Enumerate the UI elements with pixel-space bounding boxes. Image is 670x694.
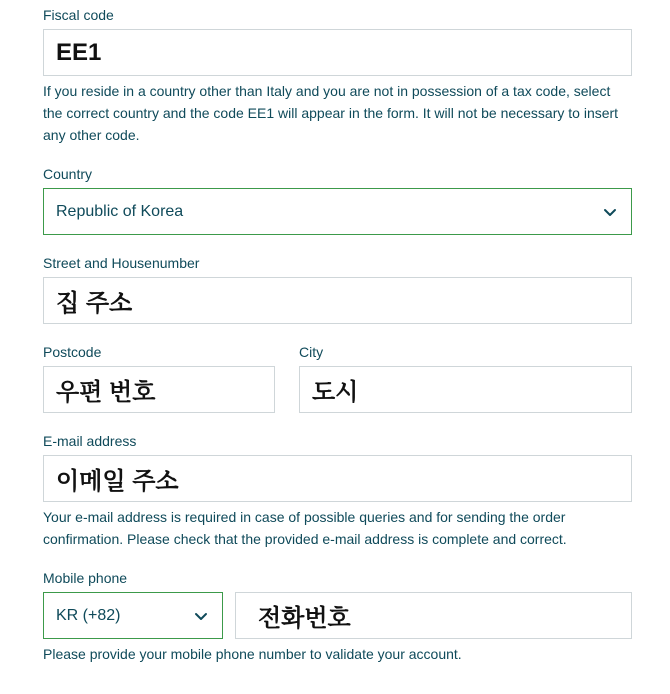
street-input[interactable] [43, 277, 632, 324]
email-input[interactable] [43, 455, 632, 502]
mobile-phone-value: 전화번호 [258, 605, 351, 632]
country-label: Country [43, 166, 93, 182]
postcode-input[interactable] [43, 366, 275, 413]
fiscal-code-help: If you reside in a country other than Italy and you are not in possession of a tax code, select the correct country and the code EE1 will appear in the form. It will not be necessary to insert any other code. [43, 83, 619, 143]
mobile-phone-input[interactable] [235, 592, 632, 639]
postcode-value: 우편 번호 [56, 379, 156, 406]
street-label: Street and Housenumber [43, 255, 200, 271]
mobile-label: Mobile phone [43, 570, 128, 586]
fiscal-code-value: EE1 [56, 38, 102, 66]
fiscal-code-label: Fiscal code [43, 7, 114, 23]
email-help: Your e-mail address is required in case of possible queries and for sending the order confirmation. Please check that the provided e-mail address is complete and correct. [43, 509, 567, 547]
city-value: 도시 [312, 379, 359, 406]
country-selected-value: Republic of Korea [56, 202, 184, 220]
mobile-country-code-value: KR (+82) [56, 606, 121, 624]
fiscal-code-input[interactable] [43, 29, 632, 76]
email-value: 이메일 주소 [56, 468, 179, 495]
chevron-down-icon [192, 607, 210, 625]
city-input[interactable] [299, 366, 632, 413]
mobile-help: Please provide your mobile phone number to validate your account. [43, 646, 462, 662]
email-label: E-mail address [43, 433, 137, 449]
chevron-down-icon [601, 203, 619, 221]
country-select[interactable] [43, 188, 632, 235]
fiscal-code-group [43, 6, 632, 24]
city-label: City [299, 344, 324, 360]
postcode-label: Postcode [43, 344, 102, 360]
mobile-country-code-select[interactable] [43, 592, 223, 639]
street-value: 집 주소 [56, 290, 133, 317]
